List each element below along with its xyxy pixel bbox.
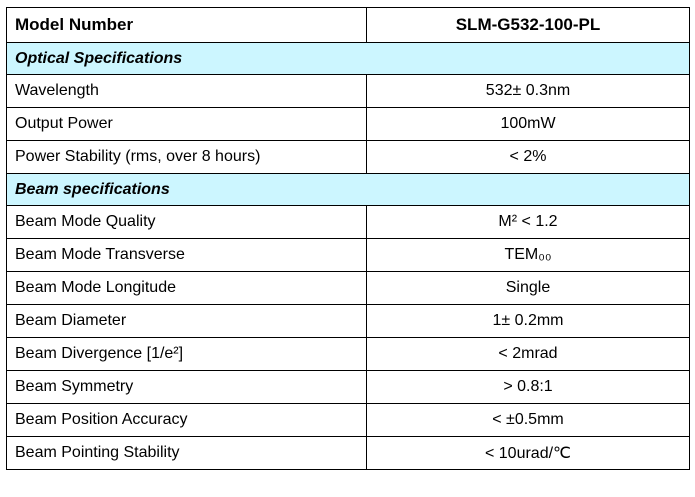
table-row bbox=[7, 108, 690, 141]
row-label: Power Stability (rms, over 8 hours) bbox=[7, 141, 367, 174]
row-label: Beam Symmetry bbox=[7, 371, 367, 404]
table-row bbox=[7, 206, 690, 239]
row-value: TEM₀₀ bbox=[367, 239, 690, 272]
row-value: Single bbox=[367, 272, 690, 305]
row-label: Wavelength bbox=[7, 75, 367, 108]
row-value: < ±0.5mm bbox=[367, 404, 690, 437]
row-label: Beam Position Accuracy bbox=[7, 404, 367, 437]
section-title: Beam specifications bbox=[7, 174, 690, 206]
row-value: 1± 0.2mm bbox=[367, 305, 690, 338]
table-row bbox=[7, 75, 690, 108]
header-row bbox=[7, 8, 690, 43]
row-value: < 2% bbox=[367, 141, 690, 174]
section-row-beam bbox=[7, 174, 690, 206]
row-value: < 10urad/℃ bbox=[367, 437, 690, 470]
section-row-optical bbox=[7, 43, 690, 75]
table-row bbox=[7, 404, 690, 437]
table-row bbox=[7, 239, 690, 272]
row-value: M² < 1.2 bbox=[367, 206, 690, 239]
table-row bbox=[7, 305, 690, 338]
row-label: Beam Diameter bbox=[7, 305, 367, 338]
table-row bbox=[7, 371, 690, 404]
row-label: Beam Divergence [1/e²] bbox=[7, 338, 367, 371]
row-label: Beam Mode Longitude bbox=[7, 272, 367, 305]
row-value: 532± 0.3nm bbox=[367, 75, 690, 108]
table-row bbox=[7, 141, 690, 174]
row-label: Beam Mode Transverse bbox=[7, 239, 367, 272]
section-title: Optical Specifications bbox=[7, 43, 690, 75]
spec-table bbox=[6, 7, 690, 470]
table-row bbox=[7, 272, 690, 305]
row-value: > 0.8:1 bbox=[367, 371, 690, 404]
row-value: 100mW bbox=[367, 108, 690, 141]
table-row bbox=[7, 338, 690, 371]
row-value: < 2mrad bbox=[367, 338, 690, 371]
header-value: SLM-G532-100-PL bbox=[367, 8, 690, 43]
row-label: Output Power bbox=[7, 108, 367, 141]
header-label: Model Number bbox=[7, 8, 367, 43]
table-row bbox=[7, 437, 690, 470]
row-label: Beam Mode Quality bbox=[7, 206, 367, 239]
row-label: Beam Pointing Stability bbox=[7, 437, 367, 470]
